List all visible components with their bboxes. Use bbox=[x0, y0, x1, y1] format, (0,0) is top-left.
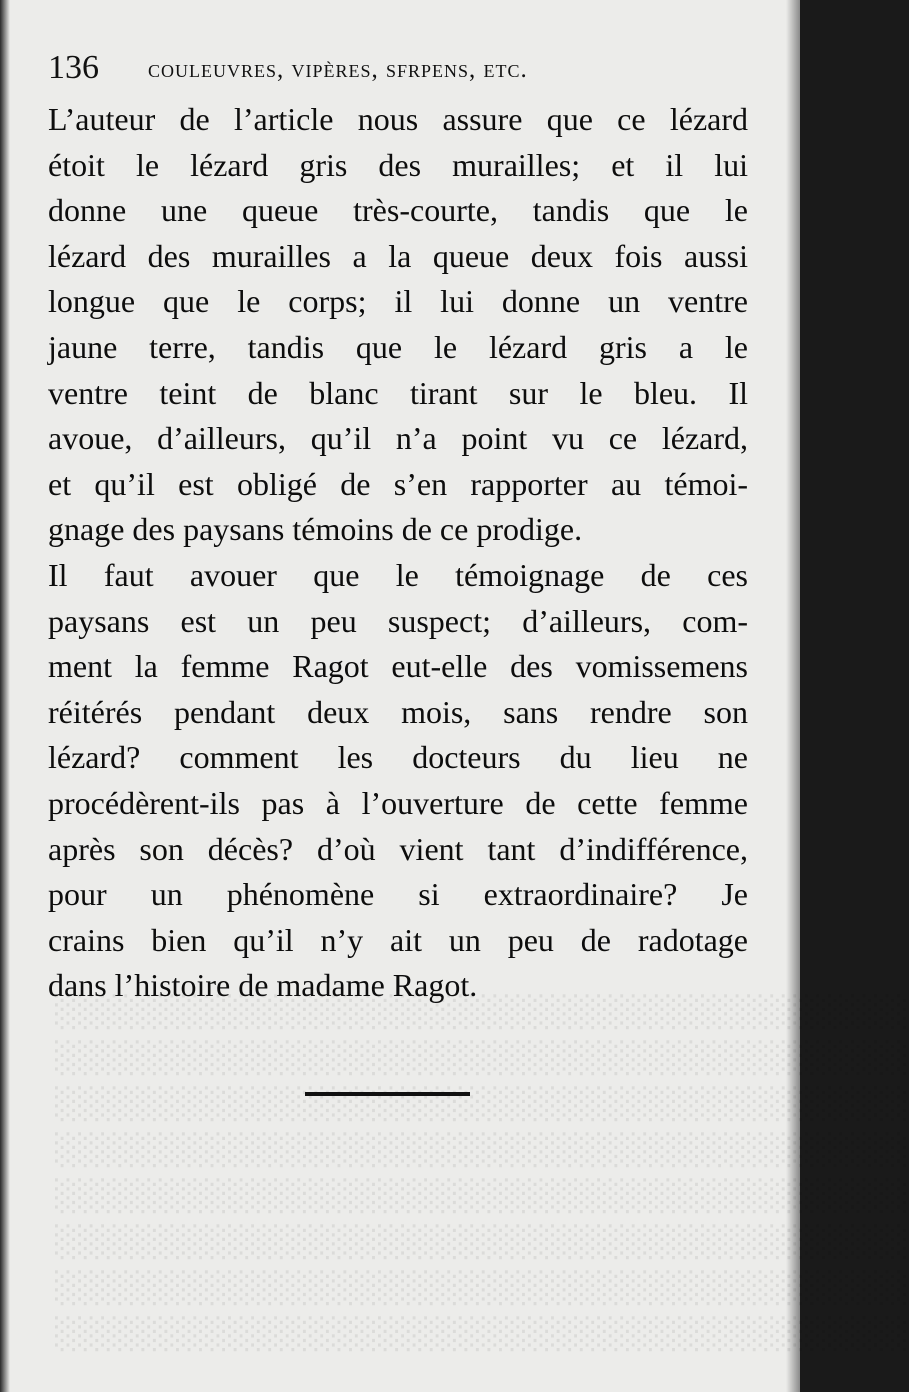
running-title: couleuvres, vipères, sfrpens, etc. bbox=[148, 56, 528, 83]
text-line: et qu’il est obligé de s’en rapporter au témoi- bbox=[48, 465, 748, 502]
text-line: lézard? comment les docteurs du lieu ne bbox=[48, 739, 748, 776]
text-line: gnage des paysans témoins de ce prodige. bbox=[48, 511, 583, 548]
text-line: ment la femme Ragot eut-elle des vomissemens bbox=[48, 648, 748, 685]
running-head bbox=[48, 44, 748, 92]
text-line: L’auteur de l’article nous assure que ce lézard bbox=[48, 101, 748, 137]
body-text bbox=[48, 97, 748, 1009]
text-line: pour un phénomène si extraordinaire? Je bbox=[48, 876, 748, 913]
section-end-rule bbox=[305, 1092, 470, 1096]
text-line: longue que le corps; il lui donne un ventre bbox=[48, 283, 748, 320]
text-line: crains bien qu’il n’y ait un peu de radotage bbox=[48, 921, 748, 958]
text-line: dans l’histoire de madame Ragot. bbox=[48, 967, 478, 1004]
text-line: donne une queue très-courte, tandis que le bbox=[48, 192, 748, 229]
text-line: ventre teint de blanc tirant sur le bleu. Il bbox=[48, 374, 748, 411]
text-line: procédèrent-ils pas à l’ouverture de cette femme bbox=[48, 784, 748, 821]
text-line: après son décès? d’où vient tant d’indifférence, bbox=[48, 830, 748, 867]
text-line: lézard des murailles a la queue deux fois aussi bbox=[48, 237, 748, 274]
text-line: étoit le lézard gris des murailles; et il lui bbox=[48, 146, 748, 183]
text-line: réitérés pendant deux mois, sans rendre son bbox=[48, 693, 748, 730]
page-edge-shadow bbox=[786, 0, 800, 1392]
text-line: avoue, d’ailleurs, qu’il n’a point vu ce lézard, bbox=[48, 420, 748, 457]
text-line: paysans est un peu suspect; d’ailleurs, com- bbox=[48, 602, 748, 639]
show-through-texture: ░░░░░░░░░░░░░░░░░░░░░░░░░░░░░░░░░░░░░ ░░░░░░░░░░░░░░░░░░░░░░░░░░░░░░░░░░░░░ ░░░░░░░░░░░░░░░░░░░░░░░░░░░░░░░░░░░░░ ░░░░░░░░░░░░░░░░░░░░░░░░░░░░░░░░░░░░░ ░░░░░░░░░░░░░░░░░░░░░░░░░░░░░░░░░░░░░ ░░░░░░░░░░░░░░░░░░░░░░░░░░░░░░░░░░░░░ ░░░░░░░░░░░░░░░░░░░░░░░░░░░░░░░░░░░░░ ░░░░░░░░░░░░░░░░░░░░░░░░░░░░░░░░░░░░░ bbox=[55, 995, 909, 1352]
page-number: 136 bbox=[48, 49, 99, 86]
binding-shadow bbox=[0, 0, 10, 1392]
text-line: jaune terre, tandis que le lézard gris a le bbox=[48, 328, 748, 365]
text-line: Il faut avouer que le témoignage de ces bbox=[48, 556, 748, 593]
